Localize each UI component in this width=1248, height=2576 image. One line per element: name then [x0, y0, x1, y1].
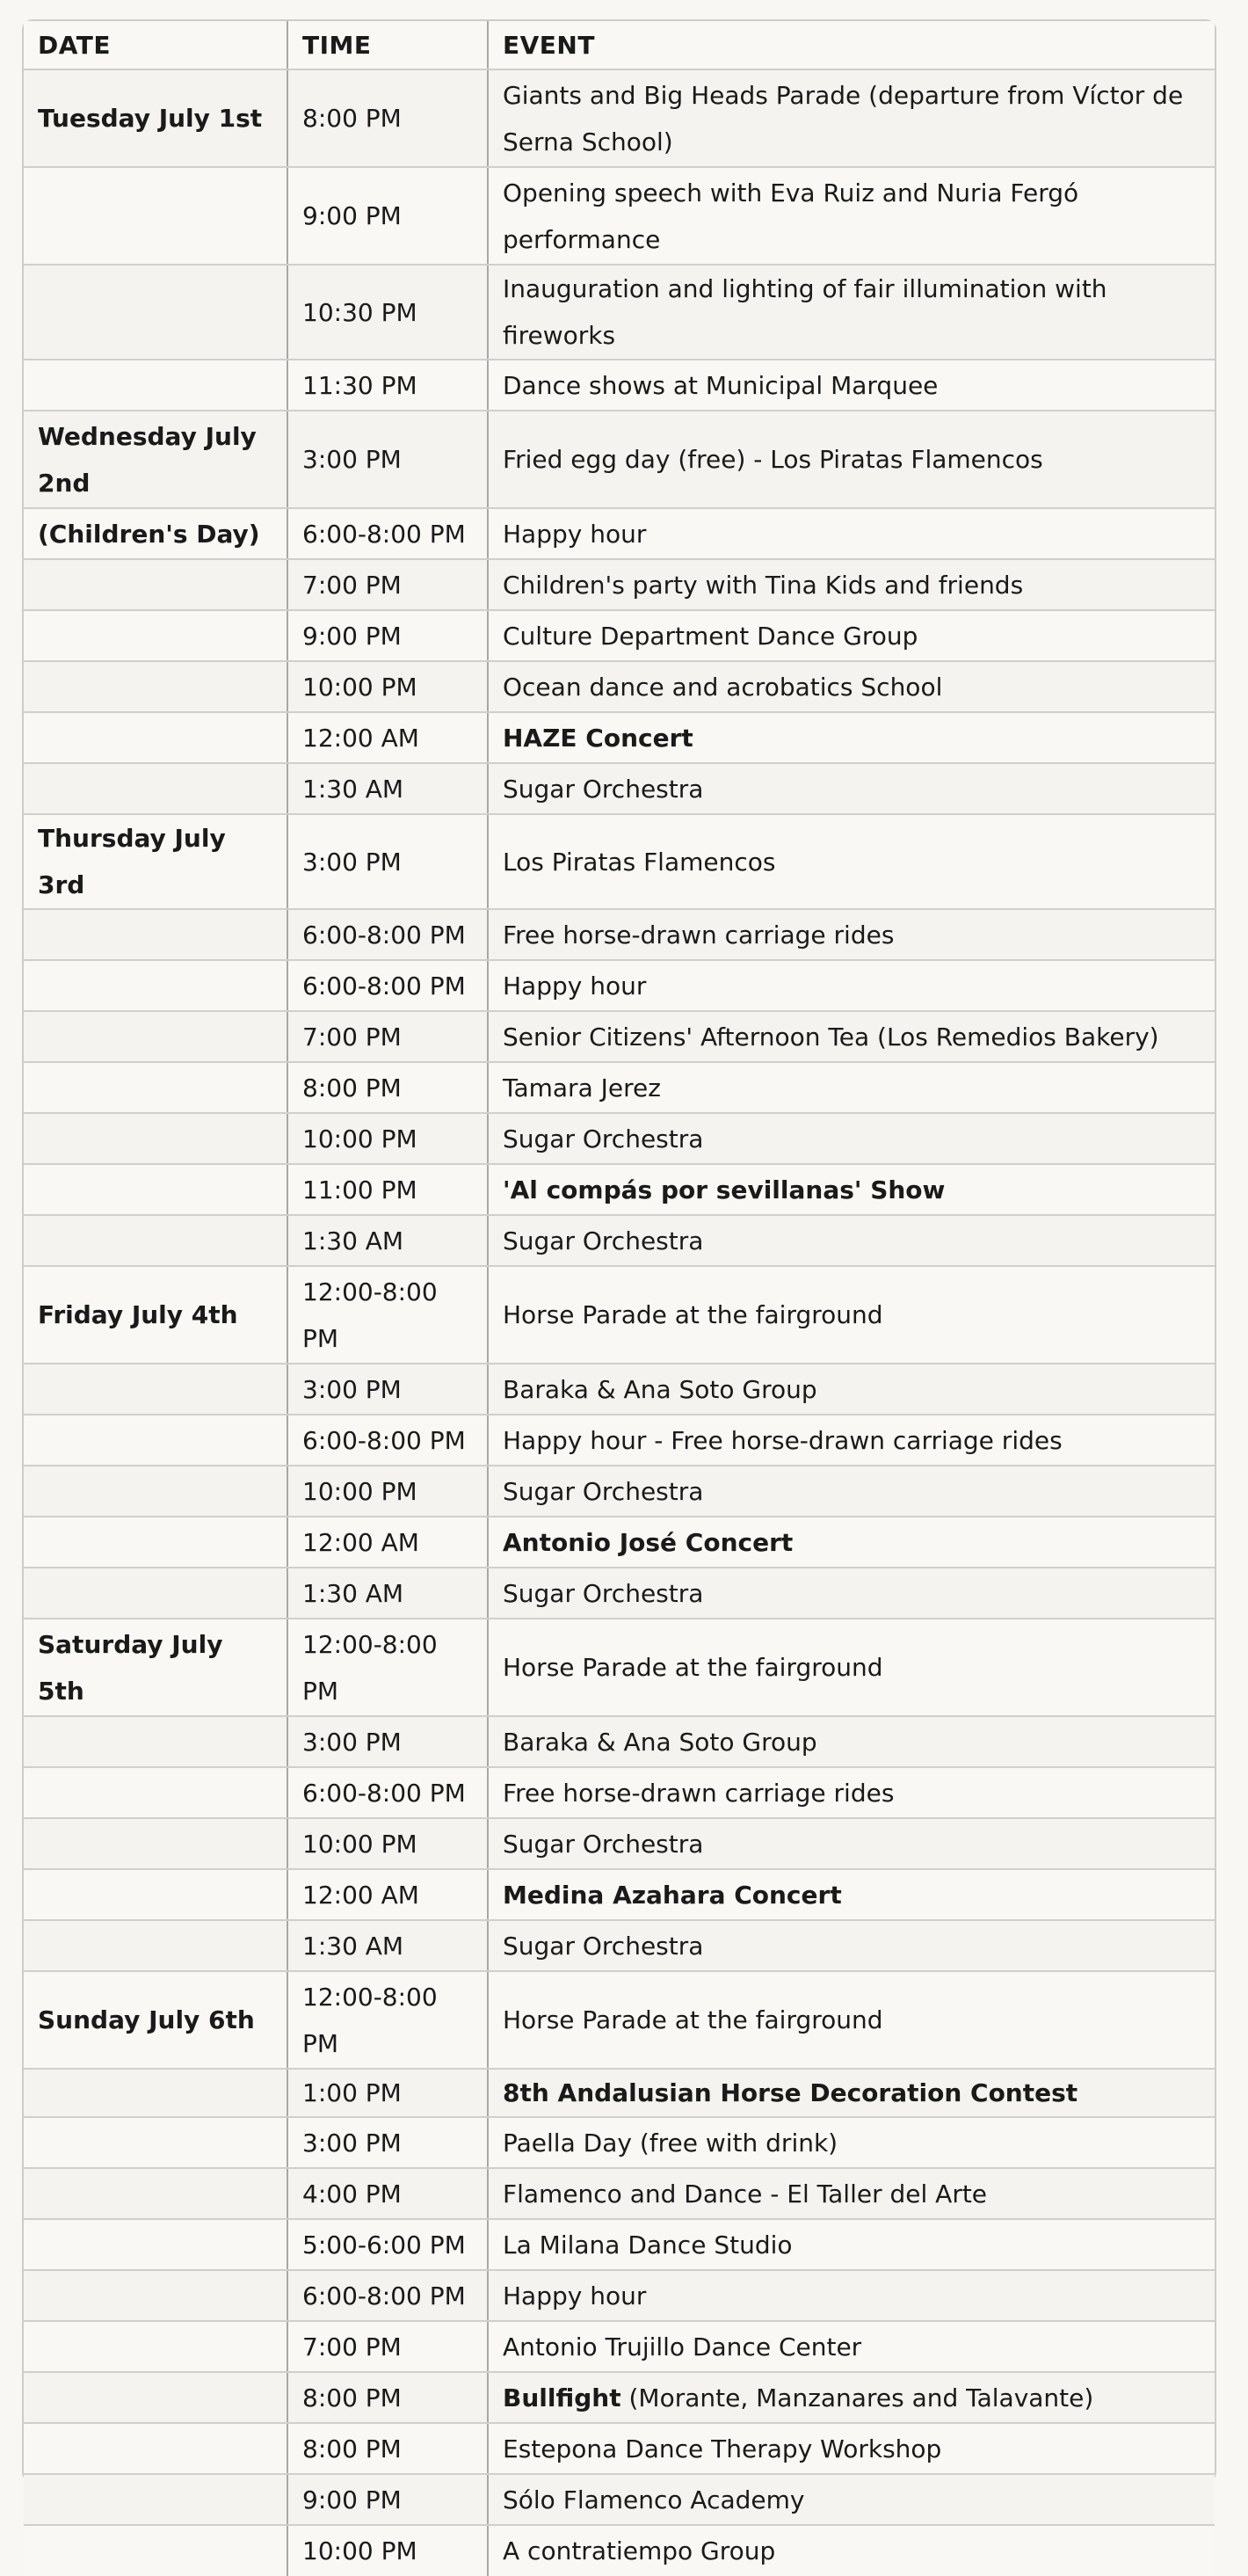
- table-row: [24, 1215, 1215, 1266]
- table-row: [24, 814, 1215, 909]
- cell-date: [24, 1011, 287, 1062]
- cell-date: [24, 960, 287, 1011]
- cell-event: [488, 1062, 1215, 1113]
- event-text: Los Piratas Flamencos: [503, 847, 776, 877]
- cell-time: 3:00 PM: [287, 1364, 488, 1415]
- table-row: [24, 2474, 1215, 2525]
- cell-event: [488, 712, 1215, 763]
- cell-date: [24, 2372, 287, 2423]
- schedule-table-container: [22, 19, 1216, 2565]
- cell-time: 11:30 PM: [287, 360, 488, 411]
- table-row: [24, 2117, 1215, 2168]
- table-row: [24, 1818, 1215, 1869]
- schedule-table: [24, 21, 1215, 2576]
- cell-time: 8:00 PM: [287, 2372, 488, 2423]
- cell-event: [488, 2168, 1215, 2219]
- cell-date: Saturday July 5th: [24, 1619, 287, 1716]
- cell-time: 1:00 PM: [287, 2069, 488, 2117]
- cell-event: [488, 1215, 1215, 1266]
- event-text: Estepona Dance Therapy Workshop: [503, 2434, 942, 2463]
- event-text: (Morante, Manzanares and Talavante): [620, 2383, 1094, 2412]
- cell-date: [24, 1113, 287, 1164]
- event-text: A contratiempo Group: [503, 2536, 776, 2565]
- table-row: [24, 411, 1215, 508]
- cell-event: [488, 2321, 1215, 2372]
- cell-date: [24, 2321, 287, 2372]
- cell-time: 12:00-8:00 PM: [287, 1971, 488, 2069]
- event-text: Culture Department Dance Group: [503, 621, 918, 651]
- cell-time: 3:00 PM: [287, 1716, 488, 1767]
- cell-time: 6:00-8:00 PM: [287, 1767, 488, 1818]
- event-text: Sugar Orchestra: [503, 1931, 704, 1961]
- event-text: Baraka & Ana Soto Group: [503, 1727, 817, 1757]
- table-row: [24, 2270, 1215, 2321]
- event-text: Happy hour - Free horse-drawn carriage rides: [503, 1425, 1063, 1455]
- cell-event: [488, 559, 1215, 610]
- cell-date: [24, 1818, 287, 1869]
- cell-event: [488, 1266, 1215, 1364]
- cell-time: 10:00 PM: [287, 661, 488, 712]
- cell-time: 6:00-8:00 PM: [287, 909, 488, 960]
- cell-time: 10:00 PM: [287, 1818, 488, 1869]
- cell-event: [488, 265, 1215, 360]
- table-row: [24, 167, 1215, 265]
- event-text: Children's party with Tina Kids and friends: [503, 570, 1024, 600]
- cell-event: [488, 2525, 1215, 2576]
- table-row: [24, 960, 1215, 1011]
- cell-event: [488, 610, 1215, 661]
- cell-date: (Children's Day): [24, 508, 287, 559]
- event-highlight: 'Al compás por sevillanas' Show: [503, 1175, 946, 1204]
- table-row: [24, 2069, 1215, 2117]
- table-row: [24, 2219, 1215, 2270]
- table-row: [24, 1466, 1215, 1517]
- event-text: Flamenco and Dance - El Taller del Arte: [503, 2179, 988, 2209]
- event-text: Tamara Jerez: [503, 1073, 661, 1102]
- cell-event: [488, 1971, 1215, 2069]
- cell-event: [488, 1113, 1215, 1164]
- cell-date: Tuesday July 1st: [24, 69, 287, 167]
- cell-time: 7:00 PM: [287, 559, 488, 610]
- event-text: Sugar Orchestra: [503, 1829, 704, 1859]
- cell-event: [488, 2270, 1215, 2321]
- table-body: [24, 69, 1215, 2576]
- column-header-date: DATE: [24, 21, 287, 69]
- cell-event: [488, 2219, 1215, 2270]
- cell-date: [24, 1517, 287, 1568]
- table-row: [24, 1164, 1215, 1215]
- cell-event: [488, 1568, 1215, 1619]
- cell-event: [488, 1011, 1215, 1062]
- cell-time: 5:00-6:00 PM: [287, 2219, 488, 2270]
- cell-time: 6:00-8:00 PM: [287, 960, 488, 1011]
- table-row: [24, 1619, 1215, 1716]
- table-row: [24, 1062, 1215, 1113]
- cell-date: [24, 360, 287, 411]
- table-row: [24, 1517, 1215, 1568]
- event-text: Horse Parade at the fairground: [503, 1653, 883, 1682]
- cell-event: [488, 1619, 1215, 1716]
- cell-time: 6:00-8:00 PM: [287, 508, 488, 559]
- event-text: Antonio Trujillo Dance Center: [503, 2332, 862, 2361]
- event-text: Sugar Orchestra: [503, 774, 704, 804]
- event-text: Happy hour: [503, 971, 647, 1001]
- cell-date: [24, 909, 287, 960]
- cell-event: [488, 1415, 1215, 1466]
- event-text: Happy hour: [503, 2281, 647, 2310]
- cell-event: [488, 2423, 1215, 2474]
- table-row: [24, 2321, 1215, 2372]
- table-row: [24, 2168, 1215, 2219]
- cell-event: [488, 2474, 1215, 2525]
- table-row: [24, 610, 1215, 661]
- event-highlight: Antonio José Concert: [503, 1527, 794, 1557]
- cell-time: 12:00-8:00 PM: [287, 1266, 488, 1364]
- cell-time: 9:00 PM: [287, 167, 488, 265]
- cell-time: 8:00 PM: [287, 2423, 488, 2474]
- cell-date: Wednesday July 2nd: [24, 411, 287, 508]
- cell-date: [24, 167, 287, 265]
- cell-event: [488, 1818, 1215, 1869]
- event-text: Sugar Orchestra: [503, 1476, 704, 1506]
- table-row: [24, 1716, 1215, 1767]
- event-text: Dance shows at Municipal Marquee: [503, 370, 939, 400]
- cell-time: 9:00 PM: [287, 610, 488, 661]
- cell-event: [488, 763, 1215, 814]
- cell-date: [24, 661, 287, 712]
- table-row: [24, 2372, 1215, 2423]
- cell-time: 8:00 PM: [287, 1062, 488, 1113]
- cell-event: [488, 508, 1215, 559]
- cell-time: 3:00 PM: [287, 2117, 488, 2168]
- cell-time: 9:00 PM: [287, 2474, 488, 2525]
- cell-date: [24, 1920, 287, 1971]
- cell-date: [24, 2270, 287, 2321]
- cell-date: [24, 2474, 287, 2525]
- table-row: [24, 1568, 1215, 1619]
- event-text: Sugar Orchestra: [503, 1124, 704, 1153]
- event-highlight: HAZE Concert: [503, 723, 693, 753]
- cell-time: 7:00 PM: [287, 1011, 488, 1062]
- cell-event: [488, 1164, 1215, 1215]
- cell-date: [24, 610, 287, 661]
- cell-event: [488, 69, 1215, 167]
- cell-event: [488, 1869, 1215, 1920]
- cell-time: 8:00 PM: [287, 69, 488, 167]
- cell-date: [24, 1415, 287, 1466]
- cell-time: 1:30 AM: [287, 1920, 488, 1971]
- event-text: Paella Day (free with drink): [503, 2128, 838, 2158]
- table-row: [24, 559, 1215, 610]
- cell-event: [488, 1767, 1215, 1818]
- cell-event: [488, 814, 1215, 909]
- cell-time: 1:30 AM: [287, 763, 488, 814]
- table-row: [24, 2423, 1215, 2474]
- cell-date: Sunday July 6th: [24, 1971, 287, 2069]
- table-row: [24, 1266, 1215, 1364]
- event-text: Happy hour: [503, 519, 647, 549]
- cell-time: 1:30 AM: [287, 1568, 488, 1619]
- cell-time: 1:30 AM: [287, 1215, 488, 1266]
- table-row: [24, 1767, 1215, 1818]
- event-highlight: 8th Andalusian Horse Decoration Contest: [503, 2078, 1078, 2107]
- table-row: [24, 661, 1215, 712]
- cell-date: Thursday July 3rd: [24, 814, 287, 909]
- cell-time: 3:00 PM: [287, 411, 488, 508]
- cell-date: [24, 1062, 287, 1113]
- table-row: [24, 1920, 1215, 1971]
- cell-event: [488, 1716, 1215, 1767]
- cell-time: 12:00 AM: [287, 1517, 488, 1568]
- table-row: [24, 1971, 1215, 2069]
- cell-event: [488, 909, 1215, 960]
- event-text: Horse Parade at the fairground: [503, 2005, 883, 2034]
- table-row: [24, 69, 1215, 167]
- cell-time: 6:00-8:00 PM: [287, 2270, 488, 2321]
- cell-event: [488, 960, 1215, 1011]
- cell-date: [24, 2219, 287, 2270]
- event-text: Senior Citizens' Afternoon Tea (Los Remedios Bakery): [503, 1022, 1159, 1052]
- cell-time: 6:00-8:00 PM: [287, 1415, 488, 1466]
- cell-date: [24, 763, 287, 814]
- cell-time: 12:00-8:00 PM: [287, 1619, 488, 1716]
- table-row: [24, 763, 1215, 814]
- cell-date: [24, 2423, 287, 2474]
- cell-date: [24, 1869, 287, 1920]
- cell-event: [488, 411, 1215, 508]
- event-text: Sugar Orchestra: [503, 1226, 704, 1255]
- event-text: Ocean dance and acrobatics School: [503, 672, 943, 702]
- cell-time: 4:00 PM: [287, 2168, 488, 2219]
- cell-event: [488, 661, 1215, 712]
- cell-date: [24, 2069, 287, 2117]
- table-row: [24, 360, 1215, 411]
- event-highlight: Medina Azahara Concert: [503, 1880, 842, 1910]
- cell-date: [24, 1164, 287, 1215]
- cell-time: 12:00 AM: [287, 1869, 488, 1920]
- event-text: Giants and Big Heads Parade (departure from Víctor de Serna School): [503, 80, 1184, 156]
- table-row: [24, 909, 1215, 960]
- cell-date: [24, 1215, 287, 1266]
- cell-time: 10:30 PM: [287, 265, 488, 360]
- cell-date: [24, 559, 287, 610]
- cell-time: 10:00 PM: [287, 2525, 488, 2576]
- cell-time: 12:00 AM: [287, 712, 488, 763]
- cell-date: [24, 712, 287, 763]
- table-row: [24, 1364, 1215, 1415]
- table-row: [24, 1415, 1215, 1466]
- event-text: Free horse-drawn carriage rides: [503, 920, 895, 950]
- cell-date: [24, 2117, 287, 2168]
- event-text: Baraka & Ana Soto Group: [503, 1374, 817, 1404]
- table-row: [24, 508, 1215, 559]
- cell-time: 10:00 PM: [287, 1113, 488, 1164]
- cell-time: 3:00 PM: [287, 814, 488, 909]
- cell-date: [24, 1716, 287, 1767]
- cell-date: [24, 265, 287, 360]
- cell-event: [488, 1920, 1215, 1971]
- table-row: [24, 712, 1215, 763]
- table-header-row: [24, 21, 1215, 69]
- cell-event: [488, 2069, 1215, 2117]
- event-text: Sólo Flamenco Academy: [503, 2485, 805, 2514]
- cell-event: [488, 2372, 1215, 2423]
- cell-time: 10:00 PM: [287, 1466, 488, 1517]
- cell-time: 7:00 PM: [287, 2321, 488, 2372]
- cell-date: [24, 1466, 287, 1517]
- table-row: [24, 2525, 1215, 2576]
- cell-date: [24, 2525, 287, 2576]
- cell-event: [488, 167, 1215, 265]
- event-text: Fried egg day (free) - Los Piratas Flamencos: [503, 445, 1043, 474]
- column-header-event: EVENT: [488, 21, 1215, 69]
- cell-event: [488, 1517, 1215, 1568]
- cell-date: [24, 1767, 287, 1818]
- table-row: [24, 1011, 1215, 1062]
- cell-date: Friday July 4th: [24, 1266, 287, 1364]
- table-row: [24, 1869, 1215, 1920]
- table-row: [24, 1113, 1215, 1164]
- cell-event: [488, 360, 1215, 411]
- column-header-time: TIME: [287, 21, 488, 69]
- cell-date: [24, 1364, 287, 1415]
- event-text: Inauguration and lighting of fair illumination with fireworks: [503, 274, 1107, 350]
- event-text: Sugar Orchestra: [503, 1578, 704, 1608]
- event-text: Opening speech with Eva Ruiz and Nuria Fergó performance: [503, 178, 1079, 254]
- cell-event: [488, 1466, 1215, 1517]
- event-text: La Milana Dance Studio: [503, 2230, 793, 2259]
- cell-time: 11:00 PM: [287, 1164, 488, 1215]
- table-row: [24, 265, 1215, 360]
- cell-event: [488, 2117, 1215, 2168]
- event-text: Free horse-drawn carriage rides: [503, 1778, 895, 1808]
- event-text: Horse Parade at the fairground: [503, 1300, 883, 1329]
- cell-event: [488, 1364, 1215, 1415]
- event-highlight: Bullfight: [503, 2383, 621, 2412]
- cell-date: [24, 2168, 287, 2219]
- cell-date: [24, 1568, 287, 1619]
